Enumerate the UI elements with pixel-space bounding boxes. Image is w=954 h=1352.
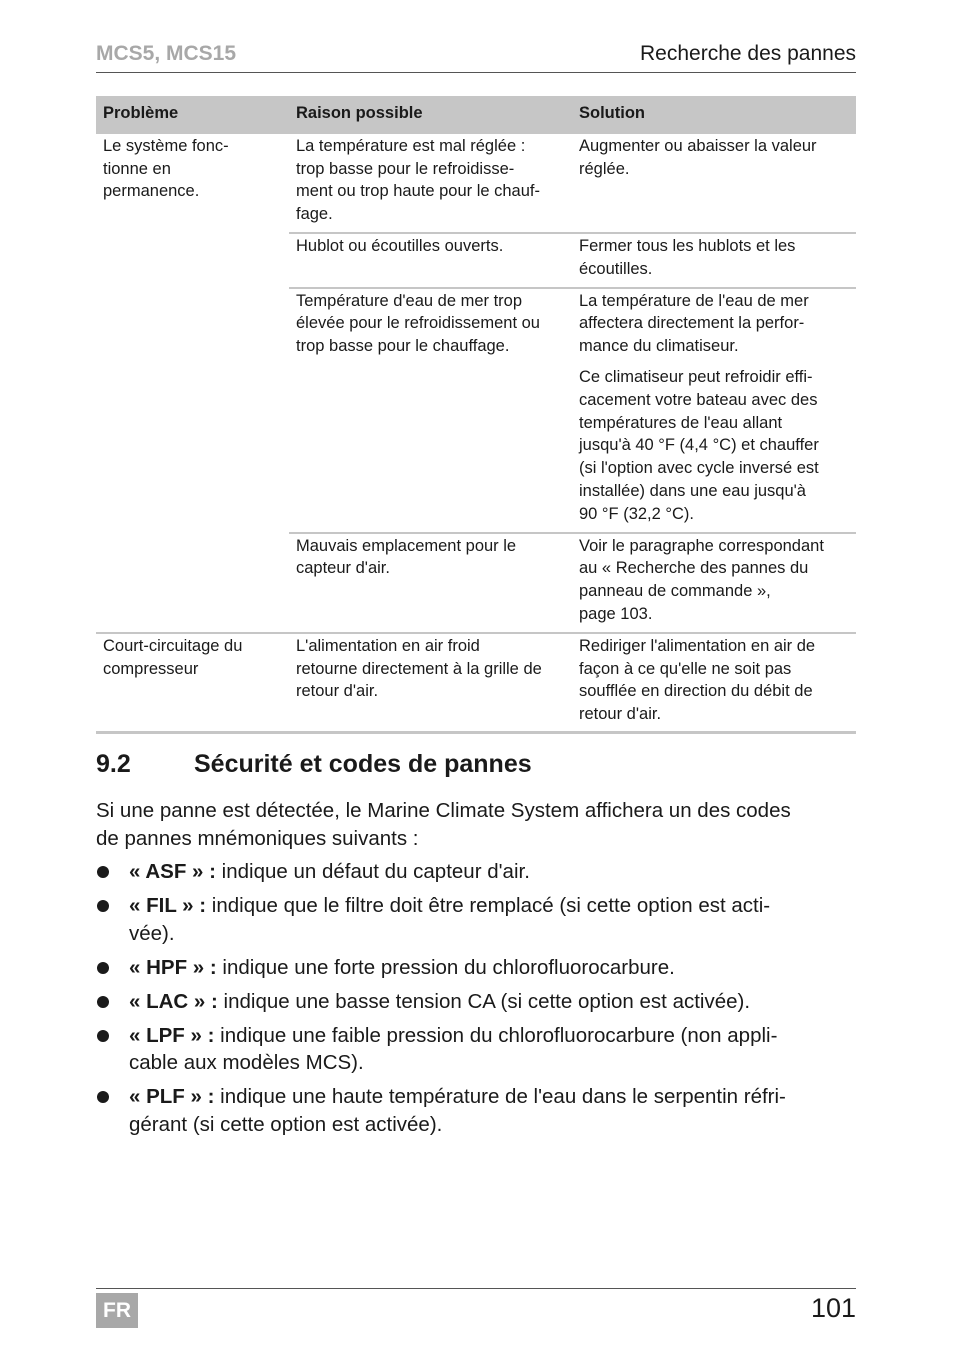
table-row <box>96 134 856 233</box>
table-header-row <box>96 96 856 134</box>
fault-description: indique une haute température de l'eau dans le serpentin réfri- gérant (si cette option est activée). <box>129 1085 786 1136</box>
solution-cell <box>572 288 856 533</box>
fault-code: « PLF » : <box>129 1085 215 1108</box>
bullet-icon <box>97 900 109 912</box>
reason-cell: La température est mal réglée : trop basse pour le refroidisse- ment ou trop haute pour le chauf- fage. <box>296 136 540 224</box>
solution-cell: Rediriger l'alimentation en air de façon à ce qu'elle ne soit pas soufflée en direction du débit de retour d'air. <box>572 633 856 733</box>
list-item <box>96 892 858 947</box>
reason-cell: Température d'eau de mer trop élevée pour le refroidissement ou trop basse pour le chauffage. <box>289 288 572 533</box>
section-intro: Si une panne est détectée, le Marine Climate System affichera un des codes de pannes mnémoniques suivants : <box>96 799 791 850</box>
language-badge: FR <box>96 1293 138 1328</box>
problem-cell: Court-circuitage du compresseur <box>96 633 289 733</box>
section-title: Sécurité et codes de pannes <box>194 750 532 778</box>
page-number: 101 <box>810 1293 856 1323</box>
table-row <box>96 633 856 733</box>
fault-code: « HPF » : <box>129 955 217 979</box>
section-number: 9.2 <box>96 750 131 778</box>
list-item <box>96 1083 858 1138</box>
bullet-icon <box>97 1091 109 1103</box>
fault-description: indique que le filtre doit être remplacé (si cette option est acti- vée). <box>129 894 771 945</box>
reason-cell: Hublot ou écoutilles ouverts. <box>289 233 572 288</box>
fault-description: indique une forte pression du chlorofluorocarbure. <box>216 955 675 979</box>
list-item <box>96 988 858 1016</box>
fault-code: « ASF » : <box>129 860 216 883</box>
problem-cell: Le système fonc- tionne en permanence. <box>103 136 229 201</box>
fault-code-list <box>96 858 858 1145</box>
list-item <box>96 954 858 982</box>
troubleshooting-table <box>96 96 856 734</box>
reason-cell: L'alimentation en air froid retourne directement à la grille de retour d'air. <box>289 633 572 733</box>
fault-description: indique une faible pression du chlorofluorocarbure (non appli- cable aux modèles MCS). <box>129 1023 778 1074</box>
fault-code: « LPF » : <box>129 1023 215 1047</box>
solution-cell: Augmenter ou abaisser la valeur réglée. <box>579 136 817 178</box>
fault-code: « LAC » : <box>129 989 218 1013</box>
bullet-icon <box>97 1030 109 1042</box>
bullet-icon <box>97 996 109 1008</box>
list-item <box>96 1022 858 1077</box>
bullet-icon <box>97 866 109 878</box>
col-header-reason: Raison possible <box>289 96 572 134</box>
header-section-title: Recherche des pannes <box>640 42 856 65</box>
fault-description: indique une basse tension CA (si cette option est activée). <box>217 989 751 1013</box>
bullet-icon <box>97 962 109 974</box>
col-header-solution: Solution <box>572 96 856 134</box>
page-header <box>96 40 856 73</box>
reason-cell: Mauvais emplacement pour le capteur d'air. <box>289 533 572 633</box>
solution-paragraph: La température de l'eau de mer affectera directement la perfor- mance du climatiseur. <box>579 291 809 356</box>
list-item <box>96 858 858 886</box>
page-footer <box>96 1288 856 1329</box>
col-header-problem: Problème <box>96 96 289 134</box>
fault-description: indique un défaut du capteur d'air. <box>215 860 530 883</box>
fault-code: « FIL » : <box>129 894 207 917</box>
solution-cell: Fermer tous les hublots et les écoutilles. <box>572 233 856 288</box>
model-name: MCS5, MCS15 <box>96 42 237 65</box>
solution-cell: Voir le paragraphe correspondant au « Recherche des pannes du panneau de commande », page 103. <box>572 533 856 633</box>
solution-paragraph: Ce climatiseur peut refroidir effi- cacement votre bateau avec des températures de l'eau allant jusqu'à 40 °F (4,4 °C) et chauffer (si l'option avec cycle inversé est installée) dans une eau jusqu'à 90 °F (32,2 °C). <box>579 367 819 523</box>
section-heading <box>96 750 532 779</box>
